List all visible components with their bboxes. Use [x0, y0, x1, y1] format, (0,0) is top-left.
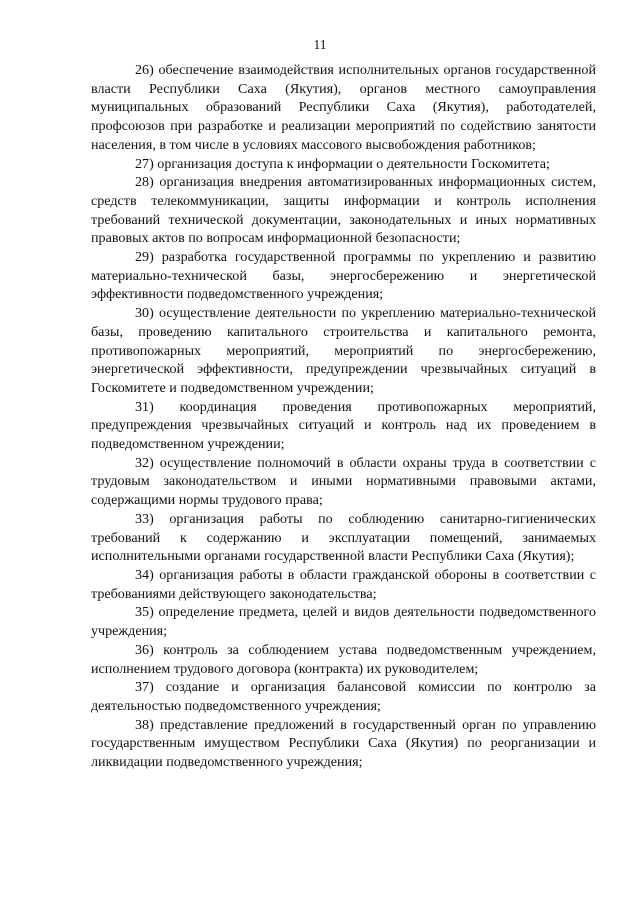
list-item-28: 28) организация внедрения автоматизированных информационных систем, средств телекоммуникации, защиты информации и контроль исполнения требований технической документации, законодательных и иных нормативных правовых актов по вопросам информационной безопасности;: [91, 174, 596, 247]
list-item-29: 29) разработка государственной программы по укреплению и развитию материально-технической базы, энергосбережению и энергетической эффективности подведомственного учреждения;: [91, 249, 596, 303]
list-item-30: 30) осуществление деятельности по укреплению материально-технической базы, проведению капитального строительства и капитального ремонта, противопожарных мероприятий, мероприятий по энергосбережению, энергетической эффективности, предупреждении чрезвычайных ситуаций в Госкомитете и подведомственном учреждении;: [91, 305, 596, 396]
list-item-33: 33) организация работы по соблюдению санитарно-гигиенических требований к содержанию и эксплуатации помещений, занимаемых исполнительными органами государственной власти Республики Саха (Якутия);: [91, 510, 596, 565]
list-item-35: 35) определение предмета, целей и видов деятельности подведомственного учреждения;: [91, 604, 596, 640]
list-item-34: 34) организация работы в области гражданской обороны в соответствии с требованиями действующего законодательства;: [91, 566, 596, 602]
list-item-31: 31) координация проведения противопожарных мероприятий, предупреждения чрезвычайных ситуаций и контроль над их проведением в подведомственном учреждении;: [91, 398, 596, 453]
page-number: 11: [313, 37, 327, 52]
list-item-27: 27) организация доступа к информации о деятельности Госкомитета;: [135, 155, 550, 172]
list-item-36: 36) контроль за соблюдением устава подведомственным учреждением, исполнением трудового договора (контракта) их руководителем;: [91, 641, 596, 677]
list-item-32: 32) осуществление полномочий в области охраны труда в соответствии с трудовым законодательством и иными нормативными правовыми актами, содержащими нормы трудового права;: [91, 454, 596, 509]
document-body: [91, 61, 596, 772]
list-item-38: 38) представление предложений в государственный орган по управлению государственным имуществом Республики Саха (Якутия) по реорганизации и ликвидации подведомственного учреждения;: [91, 716, 596, 771]
list-item-26: 26) обеспечение взаимодействия исполнительных органов государственной власти Республики Саха (Якутия), органов местного самоуправления муниципальных образований Республики Саха (Якутия), работодателей, профсоюзов при разработке и реализации мероприятий по содействию занятости населения, в том числе в условиях массового высвобождения работников;: [91, 62, 596, 153]
list-item-37: 37) создание и организация балансовой комиссии по контролю за деятельностью подведомственного учреждения;: [91, 679, 596, 714]
